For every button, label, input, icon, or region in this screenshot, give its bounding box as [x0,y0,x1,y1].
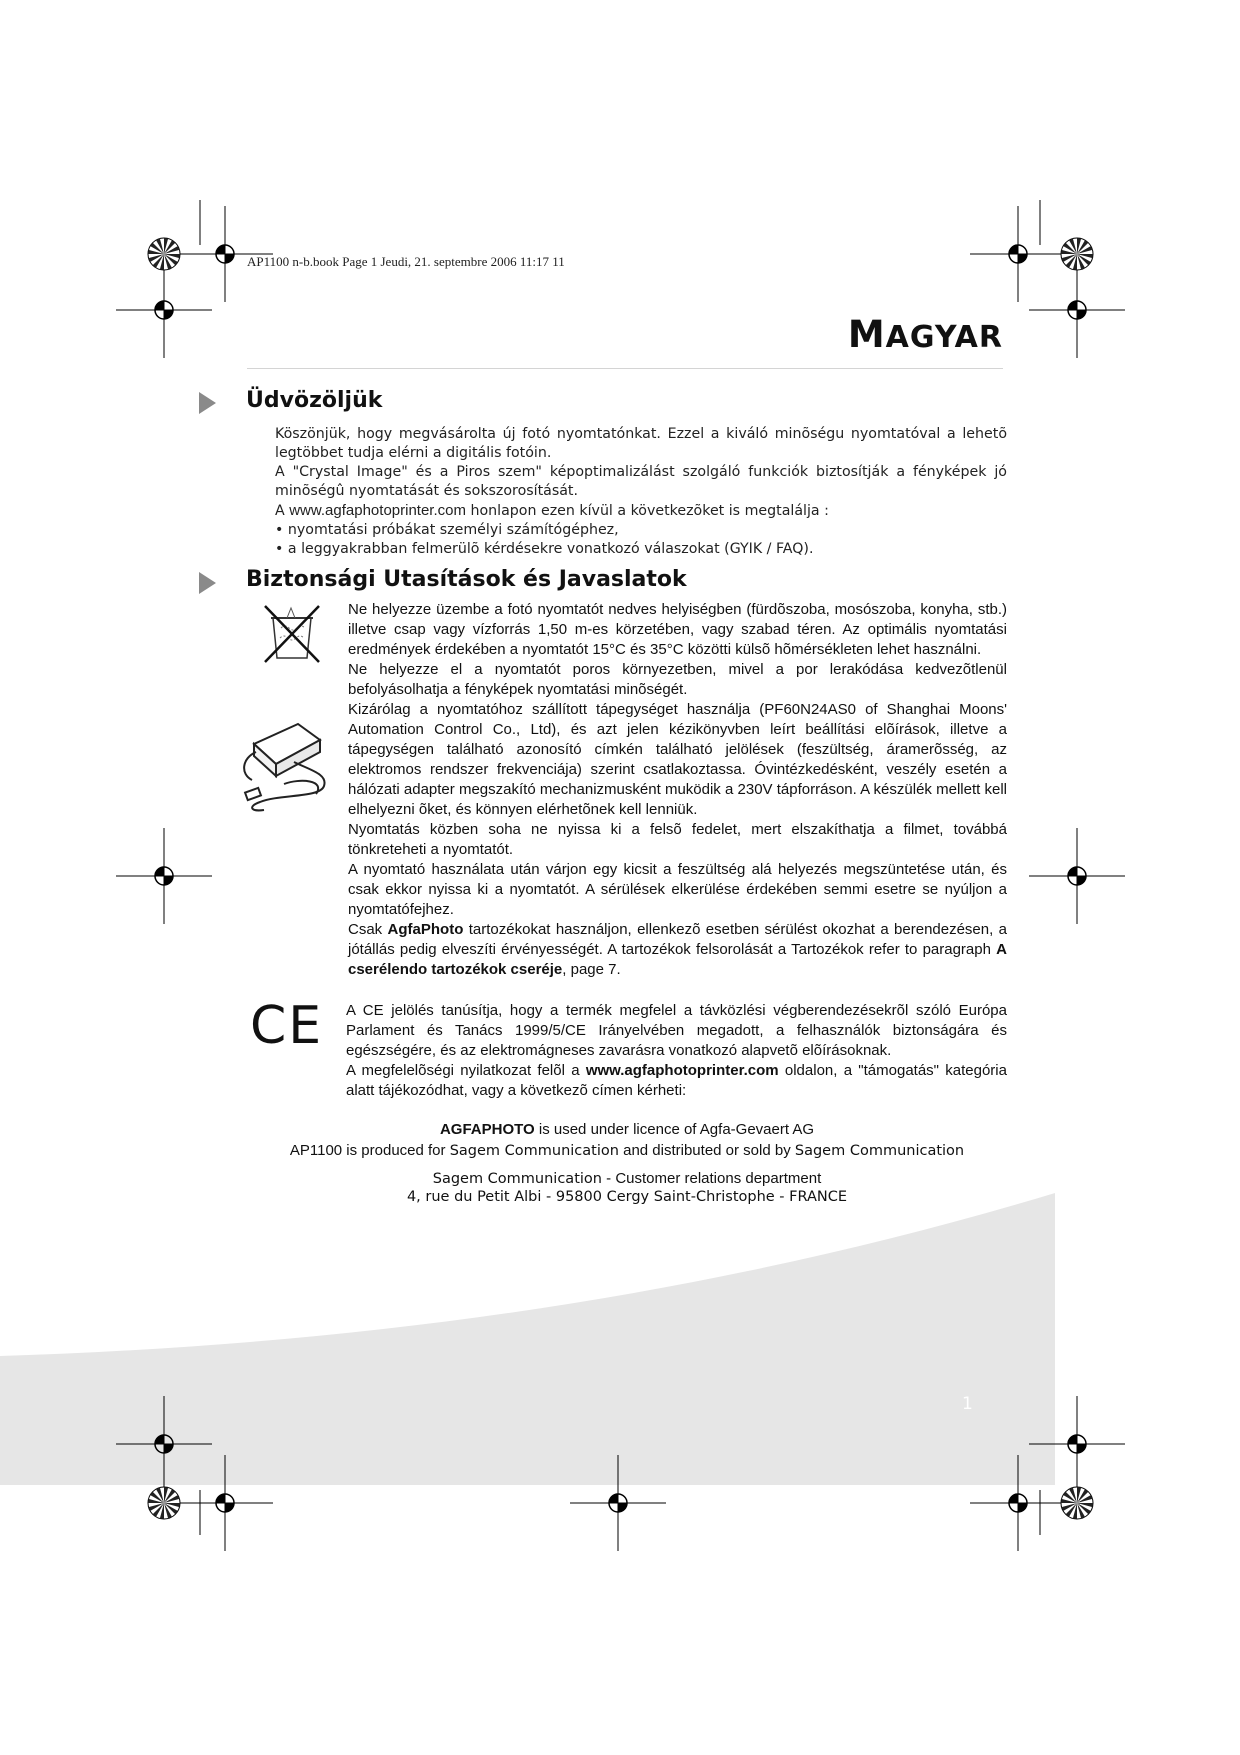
safety-paragraph-2: Ne helyezze el a nyomtatót poros környezetben, mivel a por lerakódása kedvezõtlenül befolyásolhatja a fényképek nyomtatási minõségét. [348,661,1007,698]
registration-mark [970,206,1066,302]
welcome-body [275,425,1007,559]
ce-paragraph-1: A CE jelölés tanúsítja, hogy a termék megfelel a távközlési végberendezésekrõl szóló Európa Parlament és Tanács 1999/5/CE Irányelvében megadott, a felhasználók biztonságára és egészségére, és az elektromágneses zavarásra vonatkozó alapvetõ elõírásoknak. [346,1002,1007,1059]
list-item: • a leggyakrabban felmerülõ kérdésekre vonatkozó válaszokat (GYIK / FAQ). [275,540,1007,559]
brand-name: AGFAPHOTO [439,1121,535,1138]
page-title [848,313,1003,356]
list-item: • nyomtatási próbákat személyi számítógéphez, [275,521,1007,540]
company-name: Sagem Communication [432,1171,602,1187]
registration-mark [1029,262,1125,358]
no-water-icon [263,604,321,664]
registration-mark [116,262,212,358]
safety-paragraph-6: Csak AgfaPhoto tartozékokat használjon, ellenkezõ esetben sérülést okozhat a berendezésen, a jótállás pedig elveszíti érvényességét. A tartozékok felsorolását a Tartozékok refer to paragraph A cserélendo tartozékok cseréje, page 7. [348,921,1007,978]
registration-mark [116,828,212,924]
welcome-paragraph-3: A www.agfaphotoprinter.com honlapon ezen kívül a következõket is megtalálja : [275,502,829,519]
title-rest: AGYAR [885,320,1003,355]
registration-mark [1029,828,1125,924]
title-divider [247,368,1003,369]
produced-line: AP1100 is produced for Sagem Communication and distributed or sold by Sagem Communication [289,1142,965,1159]
company-name: Sagem Communication [449,1143,619,1159]
safety-body [348,600,1007,980]
page-number: 1 [962,1394,973,1414]
section-title-welcome: Üdvözöljük [246,388,383,413]
section-title-safety: Biztonsági Utasítások és Javaslatok [246,567,687,592]
welcome-paragraph-1: Köszönjük, hogy megvásárolta új fotó nyomtatónkat. Ezzel a kiváló minõségu nyomtatóval a lehetõ legtöbbet tudja elérni a digitális fotóin. [275,426,1007,461]
website-link[interactable]: www.agfaphotoprinter.com [289,502,466,519]
power-adapter-icon [240,714,336,814]
safety-paragraph-4: Nyomtatás közben soha ne nyissa ki a felsõ fedelet, mert elszakíthatja a filmet, továbbá tönkreteheti a nyomtatót. [348,821,1007,858]
licence-line: AGFAPHOTO is used under licence of Agfa-Gevaert AG [439,1121,815,1138]
color-rosette [1061,238,1093,270]
address-line-1: Sagem Communication - Customer relations department [432,1170,822,1187]
cross-reference-link[interactable]: A cserélendo tartozékok cseréje [348,941,1007,978]
color-rosette [148,238,180,270]
section-arrow-icon [199,572,216,594]
welcome-paragraph-2: A "Crystal Image" és a Piros szem" képoptimalizálást szolgáló funkciók biztosítják a fényképek jó minõségû nyomtatását és sokszorosítását. [275,464,1007,499]
safety-paragraph-5: A nyomtató használata után várjon egy kicsit a feszültség alá helyezés megszüntetése után, és csak ekkor nyissa ki a nyomtatót. A sérülések elkerülése érdekében semmi esetre se nyúljon a nyomtatófejhez. [348,861,1007,918]
safety-paragraph-1: Ne helyezze üzembe a fotó nyomtatót nedves helyiségben (fürdõszoba, mosószoba, konyha, stb.) illetve csap vagy vízforrás 1,50 m-es körzetében, vagy szabad téren. Az optimális nyomtatási eredmények érdekében a nyomtatót 15°C és 35°C közötti külsõ hõmérsékleten lehet használni. [348,601,1007,658]
ce-paragraph-2: A megfelelõségi nyilatkozat felõl a www.agfaphotoprinter.com oldalon, a "támogatás" kategória alatt tájékozódhat, vagy a következõ címen kérheti: [346,1062,1007,1099]
title-initial: M [847,313,886,356]
company-name: Sagem Communication [794,1143,965,1159]
section-arrow-icon [199,392,216,414]
ce-mark-icon: CE [250,996,324,1056]
color-rosette [148,1487,180,1519]
brand-name: AgfaPhoto [387,921,464,938]
website-link[interactable]: www.agfaphotoprinter.com [585,1062,779,1079]
country: FRANCE [789,1189,848,1205]
color-rosette [1061,1487,1093,1519]
ce-body [346,1001,1007,1101]
safety-paragraph-3: Kizárólag a nyomtatóhoz szállított tápegységet használja (PF60N24AS0 of Shanghai Moons' Automation Control Co., Ltd), és azt jelen kézikönyvben leírt beállítási elõírások, illetve a tápegységen található azonosító címkén található jelölések (feszültség, áramerõsség, az elektromos rendszer frekvenciája) szerint csatlakoztassa. Óvintézkedésként, veszély esetén a hálózati adapter megszakító mechanizmusként muködik a 230V tápforráson. A készülék mellett kell elhelyezni õket, és könnyen elérhetõnek kell lenniük. [348,701,1007,818]
book-info: AP1100 n-b.book Page 1 Jeudi, 21. septembre 2006 11:17 11 [247,254,565,269]
address-line-2: 4, rue du Petit Albi - 95800 Cergy Saint-Christophe - FRANCE [406,1189,848,1205]
